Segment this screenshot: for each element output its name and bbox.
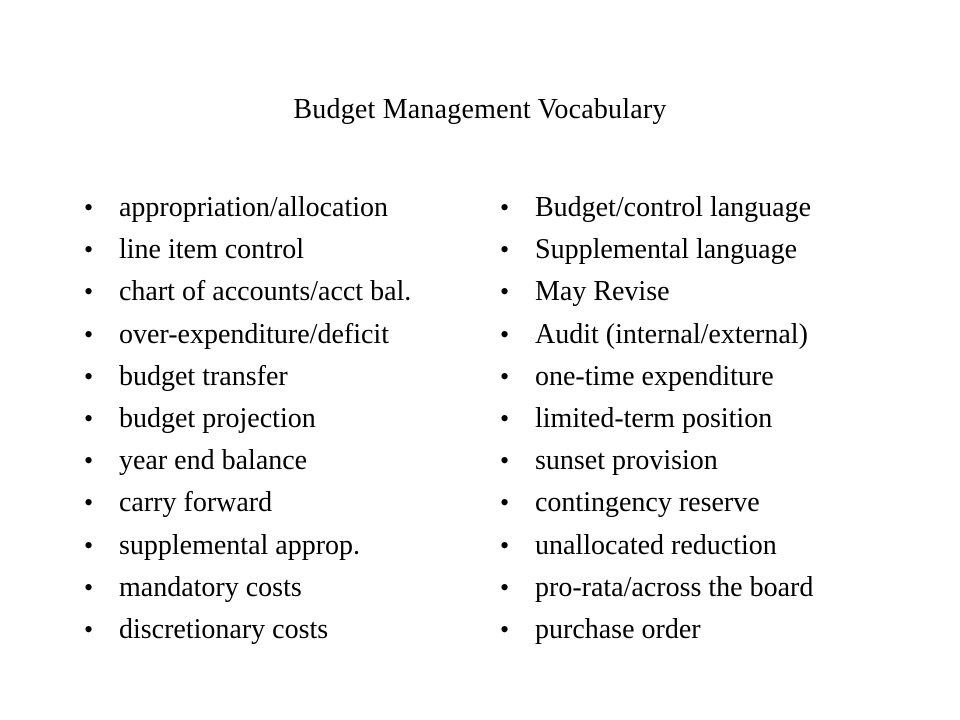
bullet-icon: •: [84, 614, 94, 644]
list-item-text: Supplemental language: [535, 234, 798, 266]
list-item-text: carry forward: [119, 487, 273, 519]
left-vocabulary-list: [84, 187, 484, 651]
list-item-text: May Revise: [535, 276, 670, 308]
list-item: [84, 187, 484, 229]
list-item: [84, 398, 484, 440]
list-item-text: purchase order: [535, 613, 701, 645]
list-item: [500, 187, 920, 229]
list-item-text: line item control: [119, 234, 305, 266]
bullet-icon: •: [500, 193, 510, 222]
list-item-text: one-time expenditure: [535, 360, 774, 392]
list-item: [500, 271, 920, 313]
bullet-icon: •: [500, 235, 510, 265]
list-item-text: appropriation/allocation: [119, 192, 389, 223]
bullet-icon: •: [500, 446, 510, 476]
list-item: [84, 482, 484, 524]
bullet-icon: •: [84, 446, 94, 476]
list-item-text: unallocated reduction: [535, 529, 777, 561]
list-item: [84, 229, 484, 271]
list-item-text: sunset provision: [535, 445, 718, 477]
list-item: [500, 229, 920, 271]
list-item: [500, 440, 920, 482]
list-item: [84, 567, 484, 609]
bullet-icon: •: [500, 319, 510, 349]
list-item: [84, 525, 484, 567]
bullet-icon: •: [84, 235, 94, 265]
bullet-icon: •: [500, 361, 510, 391]
list-item: [84, 271, 484, 313]
list-item: [500, 567, 920, 609]
list-item-text: mandatory costs: [119, 571, 302, 603]
list-item: [84, 356, 484, 398]
bullet-icon: •: [500, 572, 510, 602]
list-item-text: budget projection: [119, 402, 316, 434]
list-item-text: chart of accounts/acct bal.: [119, 276, 412, 308]
bullet-icon: •: [84, 572, 94, 602]
right-vocabulary-list: [500, 187, 920, 651]
list-item: [500, 314, 920, 356]
list-item: [500, 482, 920, 524]
list-item: [500, 609, 920, 651]
bullet-icon: •: [500, 530, 510, 560]
list-item-text: contingency reserve: [535, 487, 760, 519]
list-item: [84, 609, 484, 651]
bullet-icon: •: [500, 403, 510, 433]
list-item-text: limited-term position: [535, 402, 773, 434]
bullet-icon: •: [500, 614, 510, 644]
list-item: [500, 356, 920, 398]
list-item: [500, 398, 920, 440]
list-item-text: pro-rata/across the board: [535, 571, 814, 603]
list-item-text: budget transfer: [119, 360, 288, 392]
list-item-text: over-expenditure/deficit: [119, 318, 389, 350]
bullet-icon: •: [500, 488, 510, 518]
list-item: [84, 440, 484, 482]
bullet-icon: •: [84, 361, 94, 391]
bullet-icon: •: [84, 277, 94, 307]
bullet-icon: •: [84, 319, 94, 349]
list-item-text: supplemental approp.: [119, 529, 361, 561]
list-item: [84, 314, 484, 356]
bullet-icon: •: [84, 403, 94, 433]
list-item-text: Budget/control language: [535, 192, 812, 223]
list-item-text: Audit (internal/external): [535, 318, 808, 350]
list-item: [500, 525, 920, 567]
bullet-icon: •: [84, 488, 94, 518]
bullet-icon: •: [500, 277, 510, 307]
bullet-icon: •: [84, 530, 94, 560]
list-item-text: year end balance: [119, 445, 308, 477]
bullet-icon: •: [84, 193, 94, 222]
slide-title: Budget Management Vocabulary: [293, 94, 667, 125]
list-item-text: discretionary costs: [119, 613, 329, 645]
